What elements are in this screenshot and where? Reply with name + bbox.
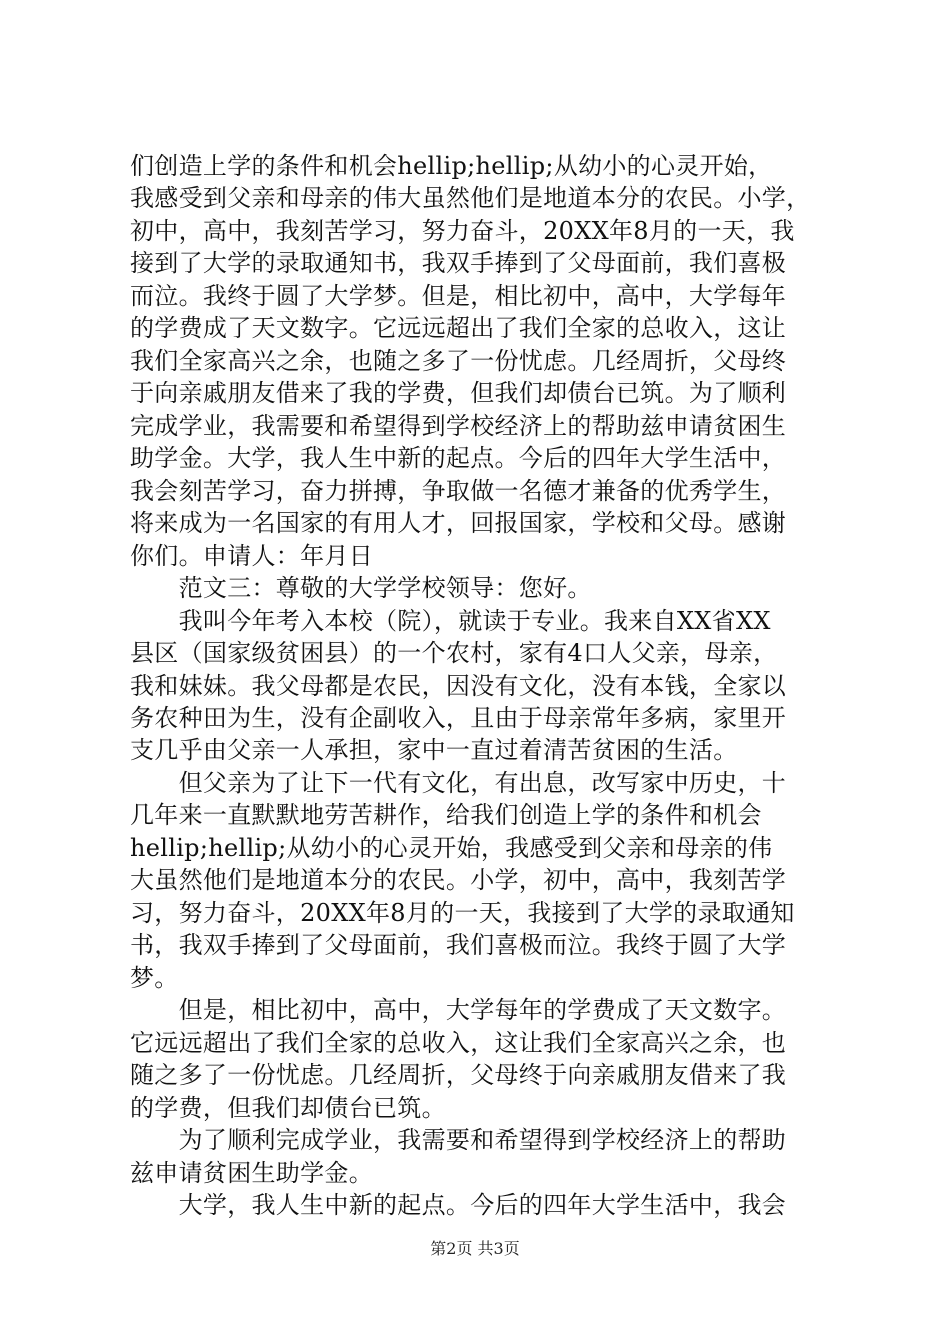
body-text-line: 大学，我人生中新的起点。今后的四年大学生活中，我会 [130, 1191, 787, 1219]
body-text-line: 梦。 [130, 964, 179, 992]
body-text-line: 习，努力奋斗，20XX年8月的一天，我接到了大学的录取通知 [130, 899, 795, 927]
body-text-line: 但是，相比初中，高中，大学每年的学费成了天文数字。 [130, 996, 787, 1024]
body-text-line: 你们。申请人：年月日 [130, 542, 373, 570]
body-text-line: 大虽然他们是地道本分的农民。小学，初中，高中，我刻苦学 [130, 866, 787, 894]
body-text-line: 的学费成了天文数字。它远远超出了我们全家的总收入，这让 [130, 314, 787, 342]
body-text-line: 们创造上学的条件和机会hellip;hellip;从幼小的心灵开始， [130, 152, 773, 180]
body-text-line: 县区（国家级贫困县）的一个农村，家有4口人父亲，母亲， [130, 639, 778, 667]
body-text-line: 我和妹妹。我父母都是农民，因没有文化，没有本钱，全家以 [130, 672, 787, 700]
body-text-line: 完成学业，我需要和希望得到学校经济上的帮助兹申请贫困生 [130, 412, 787, 440]
body-text-line: 为了顺利完成学业，我需要和希望得到学校经济上的帮助 [130, 1126, 787, 1154]
body-text-line: 我们全家高兴之余，也随之多了一份忧虑。几经周折，父母终 [130, 347, 787, 375]
body-text-line: 初中，高中，我刻苦学习，努力奋斗，20XX年8月的一天，我 [130, 217, 795, 245]
body-text-line: 将来成为一名国家的有用人才，回报国家，学校和父母。感谢 [130, 509, 787, 537]
body-text-line: 随之多了一份忧虑。几经周折，父母终于向亲戚朋友借来了我 [130, 1061, 787, 1089]
body-text-line: 几年来一直默默地劳苦耕作，给我们创造上学的条件和机会 [130, 801, 762, 829]
page-footer: 第2页 共3页 [430, 1239, 520, 1258]
body-text-line: 助学金。大学，我人生中新的起点。今后的四年大学生活中， [130, 444, 787, 472]
body-text-line: 接到了大学的录取通知书，我双手捧到了父母面前，我们喜极 [130, 249, 787, 277]
body-text-line: 但父亲为了让下一代有文化，有出息，改写家中历史，十 [130, 769, 787, 797]
body-text-line: 它远远超出了我们全家的总收入，这让我们全家高兴之余，也 [130, 1029, 787, 1057]
body-text-line: 书，我双手捧到了父母面前，我们喜极而泣。我终于圆了大学 [130, 931, 787, 959]
body-text-line: 务农种田为生，没有企副收入，且由于母亲常年多病，家里开 [130, 704, 787, 732]
body-text-line: 我感受到父亲和母亲的伟大虽然他们是地道本分的农民。小学， [130, 184, 811, 212]
body-text-line: 兹申请贫困生助学金。 [130, 1159, 373, 1187]
body-text-line: 的学费，但我们却债台已筑。 [130, 1094, 446, 1122]
body-text-line: hellip;hellip;从幼小的心灵开始，我感受到父亲和母亲的伟 [130, 834, 773, 862]
section-heading-line: 范文三：尊敬的大学学校领导：您好。 [130, 574, 592, 602]
body-text-line: 于向亲戚朋友借来了我的学费，但我们却债台已筑。为了顺利 [130, 379, 787, 407]
body-text-line: 支几乎由父亲一人承担，家中一直过着清苦贫困的生活。 [130, 736, 738, 764]
body-text-line: 我叫今年考入本校（院），就读于专业。我来自XX省XX [130, 607, 771, 635]
body-text-line: 而泣。我终于圆了大学梦。但是，相比初中，高中，大学每年 [130, 282, 787, 310]
body-text-line: 我会刻苦学习，奋力拼搏，争取做一名德才兼备的优秀学生， [130, 477, 787, 505]
